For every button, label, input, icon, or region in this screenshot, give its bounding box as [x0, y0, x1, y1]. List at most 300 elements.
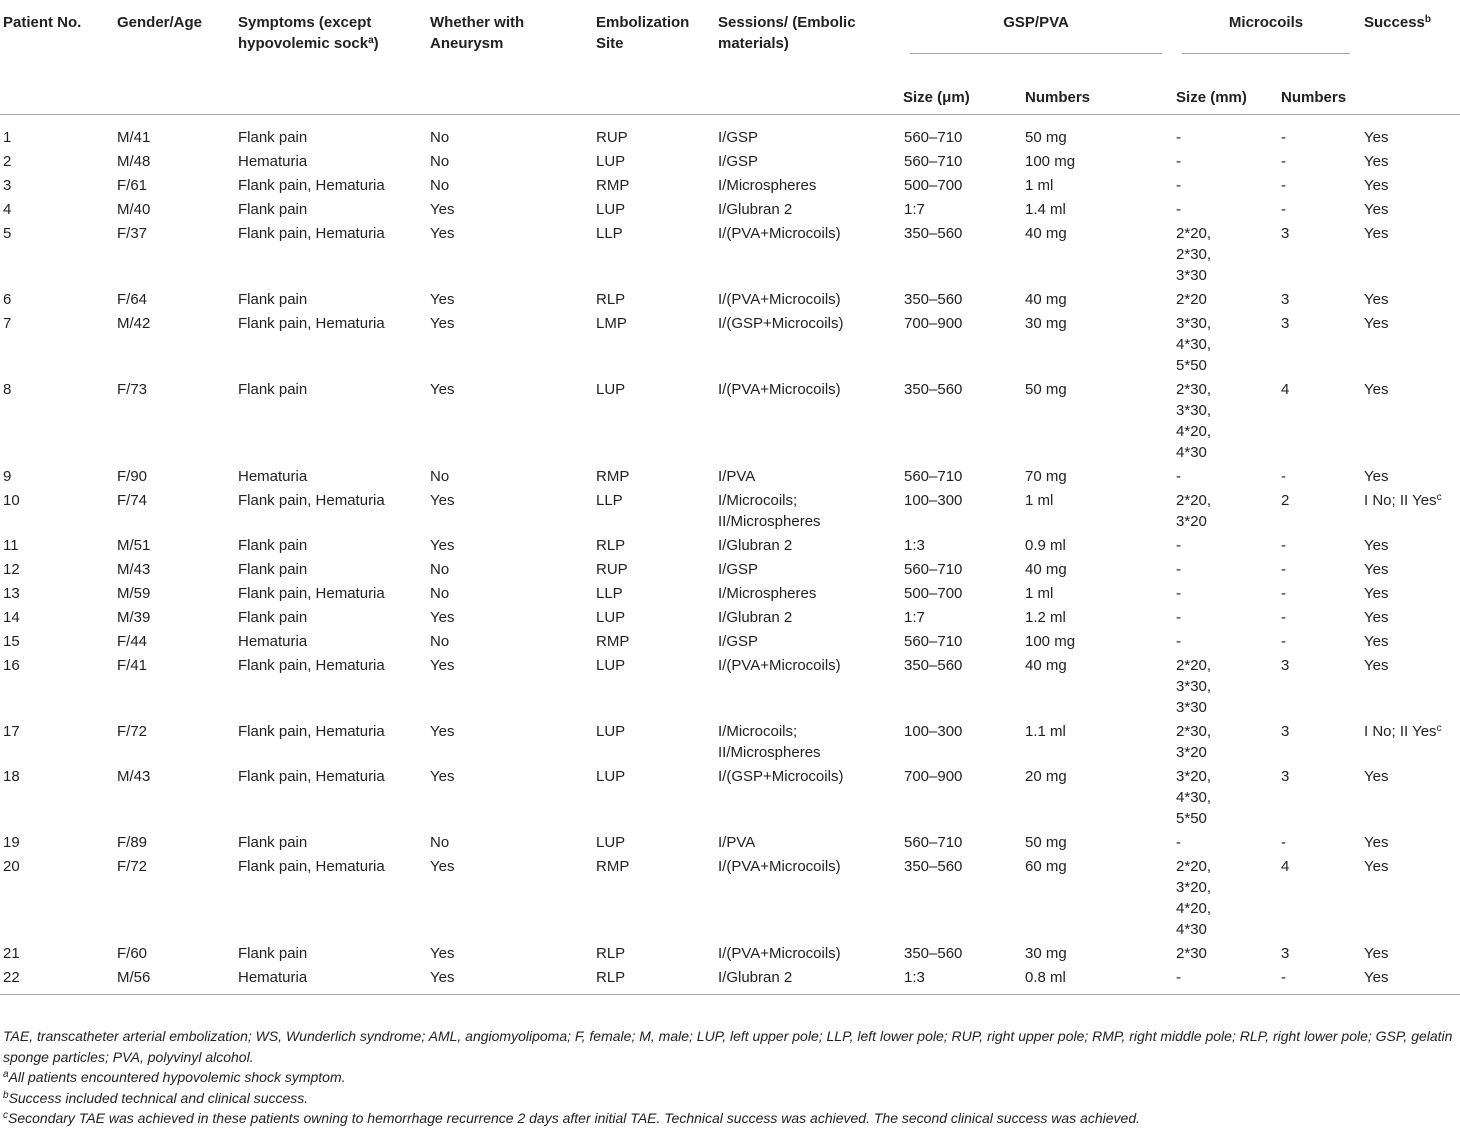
cell-gender-age: F/89 [117, 834, 148, 851]
cell-success [1360, 534, 1460, 558]
cell-coil-numbers: - [1281, 468, 1287, 485]
cell-success [1360, 312, 1460, 378]
coil-size-line: - [1176, 609, 1182, 626]
cell-gender-age: M/39 [117, 609, 151, 626]
col-group-microcoils [1172, 0, 1360, 81]
table-row [0, 288, 1460, 312]
success-value: Yes [1364, 381, 1389, 398]
col-group-gsp-pva-label: GSP/PVA [1003, 14, 1069, 31]
table-row [0, 966, 1460, 995]
cell-patient-no: 18 [3, 768, 20, 785]
col-success [1360, 0, 1460, 115]
footnote-b-mark: b [3, 1089, 9, 1101]
cell-coil-numbers: 3 [1281, 225, 1290, 242]
coil-size-line: 5*50 [1176, 357, 1207, 374]
cell-coil-size [1172, 831, 1277, 855]
cell-success [1360, 378, 1460, 465]
coil-size-line: - [1176, 153, 1182, 170]
cell-symptoms: Flank pain [238, 291, 308, 308]
cell-embolization-site: LMP [596, 315, 627, 332]
cell-coil-size [1172, 534, 1277, 558]
cell-sessions [714, 765, 900, 831]
table-footnotes [3, 1026, 1453, 1129]
cell-gsp-numbers: 0.8 ml [1025, 969, 1066, 986]
cell-coil-size [1172, 966, 1277, 995]
cell-gsp-size: 350–560 [904, 291, 963, 308]
col-symptoms-close: ) [373, 35, 379, 52]
cell-patient-no: 22 [3, 969, 20, 986]
cell-aneurysm: Yes [430, 657, 455, 674]
cell-gsp-size: 350–560 [904, 945, 963, 962]
cell-coil-size [1172, 855, 1277, 942]
cell-coil-numbers: - [1281, 561, 1287, 578]
cell-coil-numbers: 4 [1281, 858, 1290, 875]
table-row [0, 855, 1460, 942]
session-line: I/(PVA+Microcoils) [718, 381, 841, 398]
coil-size-line: - [1176, 969, 1182, 986]
cell-sessions [714, 606, 900, 630]
cell-aneurysm: Yes [430, 492, 455, 509]
cell-gender-age: M/59 [117, 585, 151, 602]
cell-gsp-size: 350–560 [904, 381, 963, 398]
cell-gender-age: F/64 [117, 291, 148, 308]
col-coil-numbers: Numbers [1281, 89, 1347, 106]
col-group-microcoils-label: Microcoils [1228, 14, 1304, 31]
session-line: I/Microcoils; [718, 723, 798, 740]
footnote-mark-b: b [1424, 14, 1432, 25]
cell-patient-no: 12 [3, 561, 20, 578]
col-embolization-site: Embolization Site [596, 14, 690, 52]
cell-gsp-numbers: 70 mg [1025, 468, 1067, 485]
cell-gsp-numbers: 60 mg [1025, 858, 1067, 875]
cell-gsp-size: 1:3 [904, 969, 925, 986]
cell-gsp-numbers: 40 mg [1025, 561, 1067, 578]
footnote-c-text: Secondary TAE was achieved in these patients owning to hemorrhage recurrence 2 days after initial TAE. Technical success was achieved. The second clinical success was achieved. [8, 1110, 1140, 1126]
cell-success [1360, 558, 1460, 582]
table-row [0, 606, 1460, 630]
coil-size-line: 2*30 [1176, 945, 1207, 962]
cell-patient-no: 21 [3, 945, 20, 962]
coil-size-line: - [1176, 633, 1182, 650]
table-row [0, 582, 1460, 606]
cell-patient-no: 15 [3, 633, 20, 650]
table-row [0, 312, 1460, 378]
cell-gsp-numbers: 50 mg [1025, 834, 1067, 851]
cell-gsp-numbers: 1 ml [1025, 492, 1054, 509]
cell-symptoms: Flank pain [238, 381, 308, 398]
cell-coil-size [1172, 720, 1277, 765]
cell-success [1360, 582, 1460, 606]
cell-coil-size [1172, 312, 1277, 378]
cell-sessions [714, 942, 900, 966]
cell-aneurysm: No [430, 834, 450, 851]
footnote-b-text: Success included technical and clinical success. [8, 1089, 309, 1106]
cell-gender-age: M/56 [117, 969, 151, 986]
cell-patient-no: 3 [3, 177, 12, 194]
cell-sessions [714, 534, 900, 558]
cell-coil-size [1172, 582, 1277, 606]
success-value: Yes [1364, 129, 1389, 146]
cell-aneurysm: No [430, 468, 450, 485]
col-sessions: Sessions/ (Embolic materials) [718, 14, 856, 52]
cell-coil-numbers: 3 [1281, 315, 1290, 332]
cell-aneurysm: No [430, 129, 450, 146]
cell-aneurysm: Yes [430, 291, 455, 308]
cell-embolization-site: RMP [596, 858, 630, 875]
cell-success [1360, 765, 1460, 831]
coil-size-line: - [1176, 177, 1182, 194]
cell-patient-no: 2 [3, 153, 12, 170]
table-row [0, 765, 1460, 831]
cell-success [1360, 831, 1460, 855]
session-line: I/Glubran 2 [718, 537, 793, 554]
cell-success [1360, 198, 1460, 222]
cell-aneurysm: Yes [430, 201, 455, 218]
cell-gender-age: M/42 [117, 315, 151, 332]
cell-success [1360, 465, 1460, 489]
cell-gsp-size: 350–560 [904, 225, 963, 242]
cell-gsp-size: 560–710 [904, 561, 963, 578]
cell-aneurysm: Yes [430, 315, 455, 332]
success-value: Yes [1364, 768, 1389, 785]
col-gsp-size: Size (μm) [903, 89, 970, 106]
table-row [0, 558, 1460, 582]
col-aneurysm: Whether with Aneurysm [430, 14, 525, 52]
cell-coil-size [1172, 288, 1277, 312]
cell-gender-age: F/37 [117, 225, 148, 242]
cell-embolization-site: RMP [596, 633, 630, 650]
cell-gsp-numbers: 0.9 ml [1025, 537, 1066, 554]
cell-gsp-size: 700–900 [904, 768, 963, 785]
cell-sessions [714, 465, 900, 489]
cell-embolization-site: RLP [596, 945, 626, 962]
success-value: Yes [1364, 945, 1389, 962]
cell-patient-no: 5 [3, 225, 12, 242]
table-row [0, 115, 1460, 150]
cell-embolization-site: LLP [596, 585, 623, 602]
cell-gender-age: F/41 [117, 657, 148, 674]
session-line: I/Microcoils; [718, 492, 798, 509]
cell-patient-no: 13 [3, 585, 20, 602]
cell-embolization-site: LUP [596, 723, 626, 740]
session-line: I/Glubran 2 [718, 969, 793, 986]
cell-gsp-size: 560–710 [904, 468, 963, 485]
cell-aneurysm: Yes [430, 537, 455, 554]
cell-gsp-numbers: 1 ml [1025, 585, 1054, 602]
cell-symptoms: Flank pain, Hematuria [238, 657, 385, 674]
cell-symptoms: Flank pain, Hematuria [238, 723, 385, 740]
cell-aneurysm: Yes [430, 225, 455, 242]
footnote-c [3, 1108, 1453, 1129]
coil-size-line: 3*30, [1176, 402, 1212, 419]
col-group-gsp-pva [900, 0, 1172, 81]
cell-gsp-numbers: 1.1 ml [1025, 723, 1066, 740]
cell-symptoms: Hematuria [238, 153, 308, 170]
cell-symptoms: Flank pain [238, 537, 308, 554]
coil-size-line: 3*20 [1176, 744, 1207, 761]
coil-size-line: - [1176, 834, 1182, 851]
col-gender-age: Gender/Age [117, 14, 203, 31]
cell-coil-size [1172, 465, 1277, 489]
cell-aneurysm: Yes [430, 945, 455, 962]
cell-gender-age: M/40 [117, 201, 151, 218]
coil-size-line: - [1176, 585, 1182, 602]
cell-embolization-site: LUP [596, 657, 626, 674]
cell-success [1360, 222, 1460, 288]
cell-gender-age: M/41 [117, 129, 151, 146]
coil-size-line: - [1176, 129, 1182, 146]
coil-size-line: 3*20, [1176, 768, 1212, 785]
cell-symptoms: Flank pain, Hematuria [238, 492, 385, 509]
cell-coil-numbers: - [1281, 537, 1287, 554]
coil-size-line: - [1176, 201, 1182, 218]
cell-aneurysm: Yes [430, 858, 455, 875]
cell-gsp-size: 350–560 [904, 657, 963, 674]
cell-success [1360, 115, 1460, 150]
table-row [0, 198, 1460, 222]
cell-patient-no: 8 [3, 381, 12, 398]
session-line: I/Glubran 2 [718, 201, 793, 218]
coil-size-line: 2*20, [1176, 657, 1212, 674]
cell-gsp-numbers: 1 ml [1025, 177, 1054, 194]
table-row [0, 942, 1460, 966]
cell-gender-age: F/74 [117, 492, 148, 509]
cell-symptoms: Flank pain, Hematuria [238, 858, 385, 875]
cell-gsp-numbers: 40 mg [1025, 657, 1067, 674]
cell-embolization-site: RLP [596, 291, 626, 308]
cell-success [1360, 654, 1460, 720]
cell-coil-size [1172, 150, 1277, 174]
cell-aneurysm: No [430, 585, 450, 602]
cell-gender-age: F/72 [117, 858, 148, 875]
cell-gsp-numbers: 1.4 ml [1025, 201, 1066, 218]
cell-sessions [714, 288, 900, 312]
footnote-a [3, 1067, 1453, 1088]
cell-patient-no: 14 [3, 609, 20, 626]
cell-gsp-numbers: 100 mg [1025, 633, 1076, 650]
cell-symptoms: Flank pain, Hematuria [238, 768, 385, 785]
cell-patient-no: 16 [3, 657, 20, 674]
cell-patient-no: 10 [3, 492, 20, 509]
cell-coil-numbers: 2 [1281, 492, 1290, 509]
session-line: I/GSP [718, 153, 759, 170]
cell-symptoms: Flank pain [238, 834, 308, 851]
session-line: II/Microspheres [718, 513, 821, 530]
success-value: Yes [1364, 201, 1389, 218]
cell-sessions [714, 855, 900, 942]
session-line: I/(PVA+Microcoils) [718, 225, 841, 242]
cell-coil-size [1172, 765, 1277, 831]
col-patient-no: Patient No. [3, 14, 82, 31]
coil-size-line: - [1176, 468, 1182, 485]
cell-coil-numbers: 4 [1281, 381, 1290, 398]
cell-symptoms: Flank pain, Hematuria [238, 225, 385, 242]
cell-success [1360, 606, 1460, 630]
success-value: Yes [1364, 315, 1389, 332]
cell-embolization-site: LUP [596, 381, 626, 398]
cell-coil-size [1172, 198, 1277, 222]
cell-coil-numbers: - [1281, 177, 1287, 194]
cell-patient-no: 7 [3, 315, 12, 332]
cell-sessions [714, 312, 900, 378]
coil-size-line: 4*30, [1176, 789, 1212, 806]
cell-gsp-size: 100–300 [904, 492, 963, 509]
col-coil-size: Size (mm) [1176, 89, 1247, 106]
cell-coil-numbers: 3 [1281, 768, 1290, 785]
cell-gsp-numbers: 50 mg [1025, 129, 1067, 146]
cell-gsp-numbers: 20 mg [1025, 768, 1067, 785]
cell-coil-numbers: 3 [1281, 291, 1290, 308]
cell-embolization-site: RLP [596, 537, 626, 554]
cell-patient-no: 1 [3, 129, 12, 146]
cell-success [1360, 942, 1460, 966]
cell-gender-age: F/61 [117, 177, 148, 194]
cell-sessions [714, 558, 900, 582]
table-row [0, 465, 1460, 489]
cell-sessions [714, 378, 900, 465]
coil-size-line: 2*30, [1176, 381, 1212, 398]
cell-embolization-site: LUP [596, 834, 626, 851]
cell-symptoms: Hematuria [238, 969, 308, 986]
cell-symptoms: Flank pain [238, 201, 308, 218]
session-line: I/Microspheres [718, 585, 817, 602]
table-row [0, 654, 1460, 720]
cell-gsp-size: 350–560 [904, 858, 963, 875]
cell-success [1360, 720, 1460, 765]
col-symptoms-label: Symptoms (except hypovolemic sock [238, 14, 372, 52]
cell-sessions [714, 198, 900, 222]
session-line: I/GSP [718, 129, 759, 146]
session-line: I/(GSP+Microcoils) [718, 768, 844, 785]
coil-size-line: 3*30 [1176, 267, 1207, 284]
cell-coil-size [1172, 222, 1277, 288]
cell-gsp-numbers: 30 mg [1025, 945, 1067, 962]
cell-coil-numbers: - [1281, 609, 1287, 626]
group-divider [910, 53, 1162, 54]
cell-symptoms: Flank pain [238, 609, 308, 626]
table-header [0, 0, 1460, 115]
cell-aneurysm: Yes [430, 723, 455, 740]
cell-gender-age: M/51 [117, 537, 151, 554]
col-symptoms [234, 0, 426, 115]
success-value: Yes [1364, 609, 1389, 626]
coil-size-line: - [1176, 561, 1182, 578]
cell-patient-no: 19 [3, 834, 20, 851]
cell-sessions [714, 654, 900, 720]
col-success-label: Success [1364, 14, 1425, 31]
cell-aneurysm: Yes [430, 381, 455, 398]
cell-gender-age: F/72 [117, 723, 148, 740]
table-row [0, 831, 1460, 855]
cell-coil-numbers: - [1281, 834, 1287, 851]
success-value: Yes [1364, 633, 1389, 650]
cell-success [1360, 489, 1460, 534]
cell-gender-age: F/44 [117, 633, 148, 650]
cell-coil-size [1172, 378, 1277, 465]
table-row [0, 378, 1460, 465]
cell-gender-age: F/73 [117, 381, 148, 398]
cell-gender-age: M/48 [117, 153, 151, 170]
cell-embolization-site: LLP [596, 492, 623, 509]
cell-coil-numbers: - [1281, 585, 1287, 602]
cell-patient-no: 11 [3, 537, 19, 554]
cell-coil-numbers: - [1281, 129, 1287, 146]
success-value: Yes [1364, 585, 1389, 602]
cell-patient-no: 9 [3, 468, 12, 485]
cell-embolization-site: RMP [596, 177, 630, 194]
cell-gsp-numbers: 40 mg [1025, 291, 1067, 308]
session-line: I/Microspheres [718, 177, 817, 194]
cell-coil-size [1172, 115, 1277, 150]
footnote-a-mark: a [3, 1069, 9, 1080]
cell-coil-size [1172, 942, 1277, 966]
cell-embolization-site: RUP [596, 561, 628, 578]
cell-coil-size [1172, 606, 1277, 630]
success-value: Yes [1364, 225, 1389, 242]
cell-embolization-site: RUP [596, 129, 628, 146]
success-value: Yes [1364, 177, 1389, 194]
session-line: II/Microspheres [718, 744, 821, 761]
cell-gsp-numbers: 100 mg [1025, 153, 1076, 170]
coil-size-line: 2*30, [1176, 723, 1212, 740]
cell-patient-no: 6 [3, 291, 12, 308]
cell-gsp-size: 560–710 [904, 129, 963, 146]
coil-size-line: 4*30 [1176, 444, 1207, 461]
cell-sessions [714, 630, 900, 654]
table-row [0, 174, 1460, 198]
success-value: Yes [1364, 468, 1389, 485]
session-line: I/PVA [718, 834, 756, 851]
cell-sessions [714, 174, 900, 198]
cell-aneurysm: No [430, 561, 450, 578]
cell-success [1360, 966, 1460, 995]
session-line: I/Glubran 2 [718, 609, 793, 626]
cell-aneurysm: No [430, 153, 450, 170]
cell-coil-numbers: 3 [1281, 723, 1290, 740]
success-value: Yes [1364, 858, 1389, 875]
cell-symptoms: Hematuria [238, 633, 308, 650]
cell-coil-size [1172, 174, 1277, 198]
table-row [0, 150, 1460, 174]
table-row [0, 222, 1460, 288]
cell-coil-size [1172, 558, 1277, 582]
table-row [0, 630, 1460, 654]
coil-size-line: - [1176, 537, 1182, 554]
cell-patient-no: 4 [3, 201, 12, 218]
cell-gsp-size: 1:3 [904, 537, 925, 554]
cell-symptoms: Flank pain, Hematuria [238, 177, 385, 194]
cell-success [1360, 288, 1460, 312]
cell-aneurysm: No [430, 177, 450, 194]
cell-coil-numbers: - [1281, 153, 1287, 170]
cell-patient-no: 17 [3, 723, 20, 740]
coil-size-line: 4*20, [1176, 900, 1212, 917]
table-row [0, 489, 1460, 534]
coil-size-line: 5*50 [1176, 810, 1207, 827]
cell-gender-age: M/43 [117, 561, 151, 578]
footnote-abbreviations: TAE, transcatheter arterial embolization; WS, Wunderlich syndrome; AML, angiomyolipoma; F, female; M, male; LUP, left upper pole; LLP, left lower pole; RUP, right upper pole; RMP, right middle pole; RLP, right lower pole; GSP, gelatin sponge particles; PVA, polyvinyl alcohol. [3, 1028, 1453, 1065]
success-value: Yes [1364, 291, 1389, 308]
coil-size-line: 3*30 [1176, 699, 1207, 716]
footnote-b [3, 1088, 1453, 1109]
cell-gsp-size: 1:7 [904, 201, 925, 218]
cell-sessions [714, 966, 900, 995]
cell-gsp-size: 100–300 [904, 723, 963, 740]
cell-coil-size [1172, 630, 1277, 654]
cell-gsp-size: 560–710 [904, 633, 963, 650]
cell-symptoms: Flank pain, Hematuria [238, 315, 385, 332]
success-value: Yes [1364, 561, 1389, 578]
